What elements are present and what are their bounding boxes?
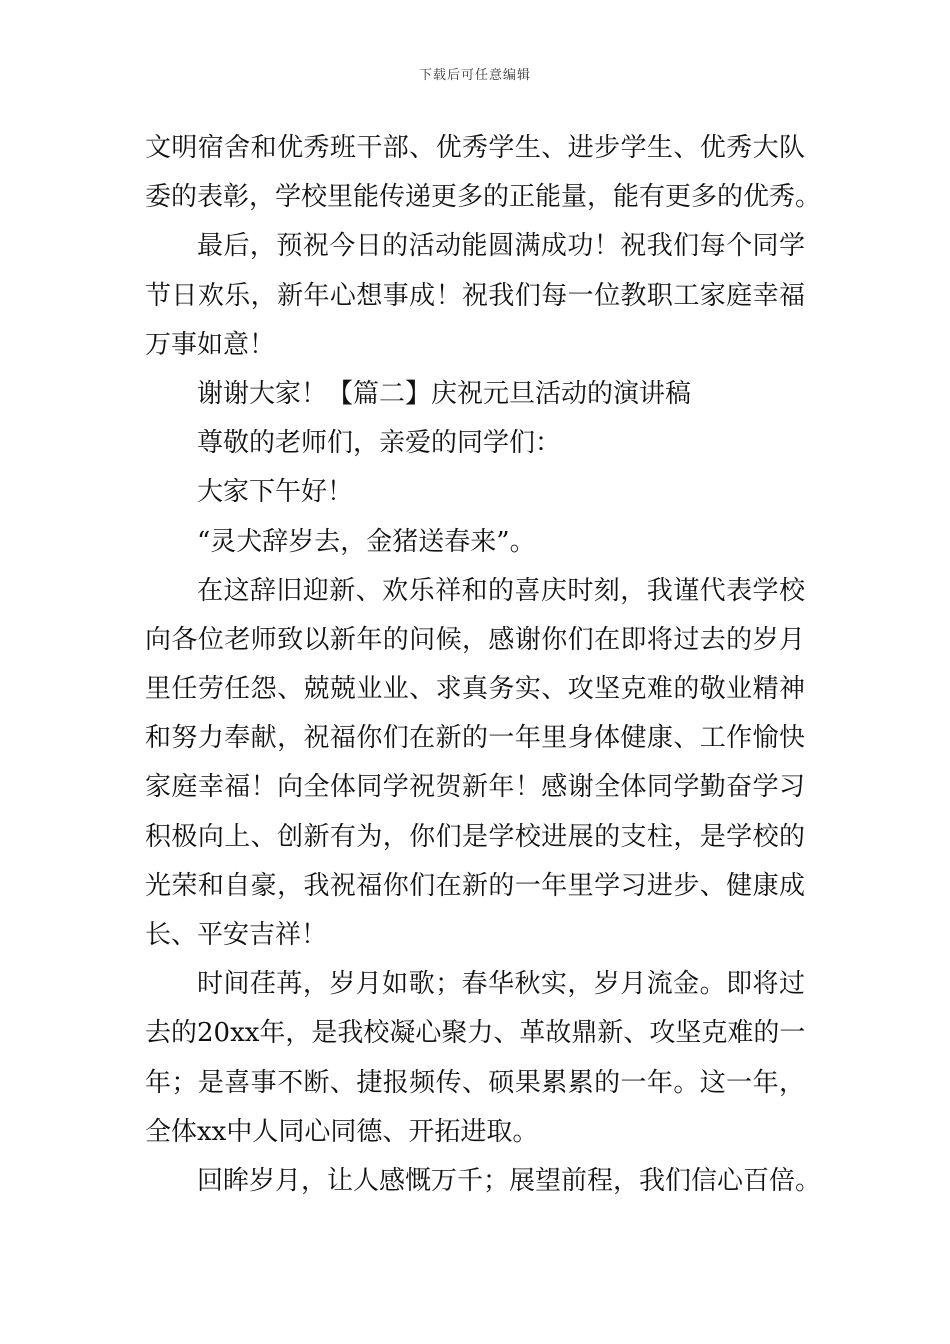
text-line: 回眸岁月，让人感慨万千；展望前程，我们信心百倍。 [197,1165,822,1196]
text-line: 和努力奉献，祝福你们在新的一年里身体健康、工作愉快 [145,723,805,754]
text-line: 积极向上、创新有为，你们是学校进展的支柱，是学校的 [145,821,805,852]
page-header-note: 下载后可任意编辑 [418,68,531,83]
text-line: 节日欢乐，新年心想事成！祝我们每一位教职工家庭幸福 [145,280,805,311]
text-line: 大家下午好！ [197,477,354,508]
text-line: 谢谢大家！【篇二】庆祝元旦活动的演讲稿 [197,378,692,409]
text-line: 向各位老师致以新年的问候，感谢你们在即将过去的岁月 [145,624,805,655]
text-line: 在这辞旧迎新、欢乐祥和的喜庆时刻，我谨代表学校 [197,575,805,606]
text-line: 时间荏苒，岁月如歌；春华秋实，岁月流金。即将过 [197,969,805,1000]
text-line: 家庭幸福！向全体同学祝贺新年！感谢全体同学勤奋学习 [145,772,805,803]
text-line: 光荣和自豪，我祝福你们在新的一年里学习进步、健康成 [145,870,805,901]
text-line: 最后，预祝今日的活动能圆满成功！祝我们每个同学 [197,231,805,262]
document-body [145,124,822,1206]
text-line: “灵犬辞岁去，金猪送春来”。 [197,526,536,557]
text-line: 尊敬的老师们，亲爱的同学们： [197,428,562,459]
text-line: 年；是喜事不断、捷报频传、硕果累累的一年。这一年， [145,1067,805,1098]
text-line: 委的表彰，学校里能传递更多的正能量，能有更多的优秀。 [145,182,822,213]
text-line: 文明宿舍和优秀班干部、优秀学生、进步学生、优秀大队 [145,133,805,163]
text-line: 全体xx中人同心同德、开拓进取。 [145,1116,539,1147]
text-line: 长、平安吉祥！ [145,920,328,950]
text-line: 万事如意！ [145,329,276,360]
text-line: 去的20xx年，是我校凝心聚力、革故鼎新、攻坚克难的一 [145,1018,806,1049]
text-line: 里任劳任怨、兢兢业业、求真务实、攻坚克难的敬业精神 [145,674,805,705]
